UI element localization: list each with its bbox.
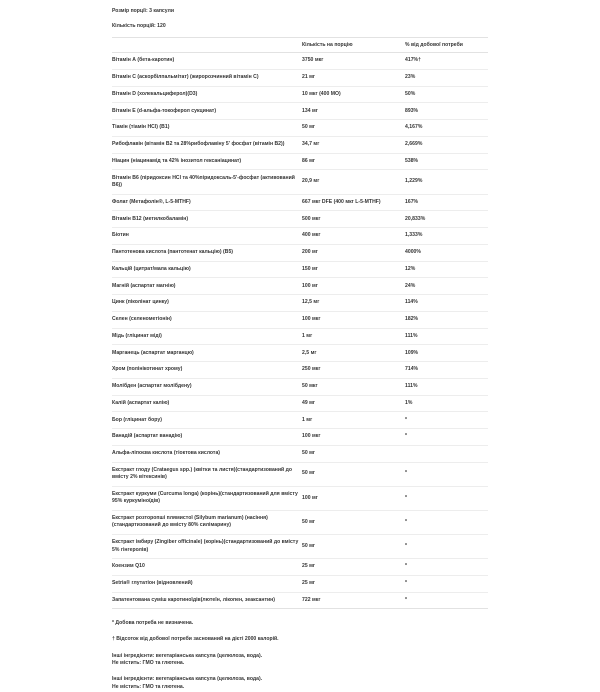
serving-size-line: Розмір порції: 3 капсули <box>112 8 174 14</box>
ingredient-name: Вітамін D (холекальциферол)(D3) <box>112 86 302 103</box>
ingredient-daily-value: 50% <box>405 86 488 103</box>
ingredient-name-line1: Рибофлавін (вітамін B2 та 28% <box>112 141 191 148</box>
ingredient-name: Цинк (піколінат цинку) <box>112 295 302 312</box>
ingredient-daily-value: 538% <box>405 153 488 170</box>
ingredient-name: Фолат (Метафолін®, L-5-MTHF) <box>112 194 302 211</box>
ingredient-amount: 50 мг <box>302 534 405 558</box>
ingredient-name <box>112 170 302 194</box>
ingredient-amount: 3750 мкг <box>302 53 405 70</box>
table-row <box>112 429 488 446</box>
footnote-dagger: † Відсоток від добової потреби заснований на дієті 2000 калорій. <box>112 636 279 643</box>
table-row <box>112 194 488 211</box>
ingredient-amount: 21 мг <box>302 69 405 86</box>
table-row <box>112 311 488 328</box>
ingredient-name-line2: (стандартизований до вмісту 80% силімарину) <box>112 522 232 529</box>
ingredient-daily-value: * <box>405 462 488 486</box>
table-row <box>112 486 488 510</box>
column-header-amount: Кількість на порцію <box>302 38 405 53</box>
table-body <box>112 53 488 609</box>
ingredient-amount: 10 мкг (400 МО) <box>302 86 405 103</box>
table-row <box>112 295 488 312</box>
ingredient-daily-value: * <box>405 575 488 592</box>
ingredient-daily-value: 714% <box>405 362 488 379</box>
table-row <box>112 362 488 379</box>
table-row <box>112 153 488 170</box>
ingredient-amount: 50 мг <box>302 510 405 534</box>
ingredient-amount: 250 мкг <box>302 362 405 379</box>
ingredient-amount: 50 мг <box>302 120 405 137</box>
ingredient-name <box>112 510 302 534</box>
ingredient-amount: 50 мкг <box>302 378 405 395</box>
ingredient-name-line1: Вітамін B6 (піридоксин HCl та 40% <box>112 174 200 181</box>
ingredient-amount: 2,5 мг <box>302 345 405 362</box>
ingredient-name-line2: (стандартизований до вмісту 5% гінгеролів) <box>112 539 299 553</box>
table-row <box>112 103 488 120</box>
ingredient-name: Селен (селенометіонін) <box>112 311 302 328</box>
ingredient-amount: 500 мкг <box>302 211 405 228</box>
ingredient-amount: 100 мг <box>302 486 405 510</box>
ingredient-daily-value: 109% <box>405 345 488 362</box>
ingredient-daily-value: 182% <box>405 311 488 328</box>
table-row <box>112 559 488 576</box>
ingredient-daily-value: 24% <box>405 278 488 295</box>
ingredient-amount: 134 мг <box>302 103 405 120</box>
ingredient-daily-value: * <box>405 412 488 429</box>
serving-info <box>112 8 488 29</box>
ingredient-amount: 1 мг <box>302 412 405 429</box>
ingredient-name-line1: Екстракт розторопші плямистої (Silybum marianum) (насіння) <box>112 515 268 522</box>
ingredient-daily-value: 1,333% <box>405 228 488 245</box>
other-ingredients-2-line2: Не містить: ГМО та глютена. <box>112 684 185 691</box>
supplement-facts-table <box>112 37 488 609</box>
ingredient-name <box>112 136 302 153</box>
table-row <box>112 69 488 86</box>
ingredient-name: Бор (гліцинат бору) <box>112 412 302 429</box>
ingredient-daily-value: 167% <box>405 194 488 211</box>
table-row <box>112 510 488 534</box>
ingredient-name <box>112 486 302 510</box>
ingredient-amount: 86 мг <box>302 153 405 170</box>
ingredient-amount: 20,9 мг <box>302 170 405 194</box>
ingredient-name: Альфа-ліпоєва кислота (тіоктова кислота) <box>112 445 302 462</box>
table-row <box>112 345 488 362</box>
table-row <box>112 328 488 345</box>
ingredient-daily-value: 893% <box>405 103 488 120</box>
ingredient-daily-value: * <box>405 429 488 446</box>
ingredient-name-line2: (стандартизований для вмісту 95% куркуміноїдів) <box>112 490 298 505</box>
footnote-asterisk: * Добова потреба не визначена. <box>112 620 194 627</box>
ingredient-amount: 49 мг <box>302 395 405 412</box>
ingredient-amount: 1 мг <box>302 328 405 345</box>
ingredient-name: Калій (аспартат калію) <box>112 395 302 412</box>
ingredient-amount: 200 мг <box>302 244 405 261</box>
servings-per-container-line: Кількість порцій: 120 <box>112 22 166 29</box>
ingredient-daily-value: 4,167% <box>405 120 488 137</box>
table-row <box>112 53 488 70</box>
ingredient-name: Вітамін B12 (метилкобаламін) <box>112 211 302 228</box>
ingredient-amount: 100 мкг <box>302 429 405 446</box>
ingredient-name: Магній (аспартат магнію) <box>112 278 302 295</box>
other-ingredients-1 <box>112 653 488 668</box>
ingredient-daily-value: * <box>405 534 488 558</box>
ingredient-name: Біотин <box>112 228 302 245</box>
footnotes <box>112 620 488 691</box>
ingredient-name-line1: Екстракт куркуми (Curcuma longa) (корінь) <box>112 490 221 497</box>
ingredient-name: Молібден (аспартат молібдену) <box>112 378 302 395</box>
ingredient-name: Пантотенова кислота (пантотенат кальцію) (B5) <box>112 244 302 261</box>
ingredient-daily-value: 111% <box>405 328 488 345</box>
table-row <box>112 228 488 245</box>
ingredient-daily-value: 2,669% <box>405 136 488 153</box>
other-ingredients-1-line1: Інші інгредієнти: вегетаріанська капсула (целюлоза, вода). <box>112 652 263 659</box>
ingredient-name: Вітамін C (аскорбілпальмітат) (жиророзчинний вітамін C) <box>112 69 302 86</box>
table-row <box>112 86 488 103</box>
ingredient-daily-value: 1% <box>405 395 488 412</box>
ingredient-amount: 12,5 мг <box>302 295 405 312</box>
table-row <box>112 575 488 592</box>
ingredient-daily-value: 12% <box>405 261 488 278</box>
table-row <box>112 412 488 429</box>
table-row <box>112 170 488 194</box>
table-row <box>112 244 488 261</box>
ingredient-amount: 100 мкг <box>302 311 405 328</box>
table-row <box>112 278 488 295</box>
ingredient-amount: 50 мг <box>302 462 405 486</box>
ingredient-name-line1: Екстракт імбиру (Zingiber officinale) (корінь) <box>112 539 224 546</box>
ingredient-daily-value: * <box>405 486 488 510</box>
ingredient-name-line2: (лютеїн, лікопен, зеаксантин) <box>200 596 275 603</box>
ingredient-daily-value: 4000% <box>405 244 488 261</box>
column-header-daily-value: % від добової потреби <box>405 38 488 53</box>
column-header-name <box>112 38 302 53</box>
ingredient-name: Мідь (гліцинат міді) <box>112 328 302 345</box>
ingredient-name <box>112 592 302 609</box>
ingredient-amount: 25 мг <box>302 575 405 592</box>
ingredient-name-line2: (стандартизований до вмісту 2% вітексинів) <box>112 466 293 481</box>
table-row <box>112 378 488 395</box>
ingredient-name-line2: рибофлавіну 5' фосфат (вітамін B2)) <box>190 141 285 148</box>
ingredient-daily-value: 417%† <box>405 53 488 70</box>
table-row <box>112 211 488 228</box>
ingredient-name: Ванадій (аспартат ванадію) <box>112 429 302 446</box>
table-row <box>112 445 488 462</box>
ingredient-name: Setria® глутатіон (відновлений) <box>112 575 302 592</box>
ingredient-daily-value: 1,229% <box>405 170 488 194</box>
table-row <box>112 395 488 412</box>
ingredient-name: Ніацин (ніацинамід та 42% інозитол гексаніацинат) <box>112 153 302 170</box>
other-ingredients-2 <box>112 676 488 691</box>
ingredient-name <box>112 534 302 558</box>
ingredient-daily-value: 114% <box>405 295 488 312</box>
ingredient-name: Хром (полінікотинат хрому) <box>112 362 302 379</box>
table-row <box>112 534 488 558</box>
other-ingredients-2-line1: Інші інгредієнти: вегетаріанська капсула (целюлоза, вода). <box>112 676 263 683</box>
ingredient-amount: 34,7 мг <box>302 136 405 153</box>
ingredient-name-line2: піридоксаль-5'-фосфат (активований B6)) <box>112 174 295 189</box>
ingredient-name <box>112 462 302 486</box>
ingredient-amount: 100 мг <box>302 278 405 295</box>
ingredient-amount: 25 мг <box>302 559 405 576</box>
ingredient-name: Вітамін Е (d-альфа-токоферол сукцинат) <box>112 103 302 120</box>
ingredient-name: Тіамін (тіамін HCl) (B1) <box>112 120 302 137</box>
table-row <box>112 592 488 609</box>
ingredient-name: Коензим Q10 <box>112 559 302 576</box>
table-row <box>112 462 488 486</box>
ingredient-daily-value: 111% <box>405 378 488 395</box>
table-row <box>112 120 488 137</box>
table-row <box>112 136 488 153</box>
ingredient-name-line1: Запатентована суміш каротиноїдів <box>112 596 201 603</box>
ingredient-amount: 667 мкг DFE (400 мкг L-5-MTHF) <box>302 194 405 211</box>
ingredient-amount: 722 мкг <box>302 592 405 609</box>
ingredient-name: Кальцій (цитрат/мала кальцію) <box>112 261 302 278</box>
table-row <box>112 261 488 278</box>
ingredient-name-line1: Екстракт глоду (Crataegus spp.) (квітки та листя) <box>112 466 236 473</box>
ingredient-daily-value: 20,833% <box>405 211 488 228</box>
ingredient-amount: 400 мкг <box>302 228 405 245</box>
ingredient-name: Вітамін А (бета-каротин) <box>112 53 302 70</box>
ingredient-daily-value: * <box>405 592 488 609</box>
ingredient-daily-value: 23% <box>405 69 488 86</box>
table-header-row <box>112 38 488 53</box>
ingredient-amount: 50 мг <box>302 445 405 462</box>
ingredient-daily-value: * <box>405 559 488 576</box>
ingredient-amount: 150 мг <box>302 261 405 278</box>
ingredient-daily-value: * <box>405 510 488 534</box>
ingredient-daily-value <box>405 445 488 462</box>
ingredient-name: Марганець (аспартат марганцю) <box>112 345 302 362</box>
table-header <box>112 38 488 53</box>
other-ingredients-1-line2: Не містить: ГМО та глютена. <box>112 660 185 667</box>
